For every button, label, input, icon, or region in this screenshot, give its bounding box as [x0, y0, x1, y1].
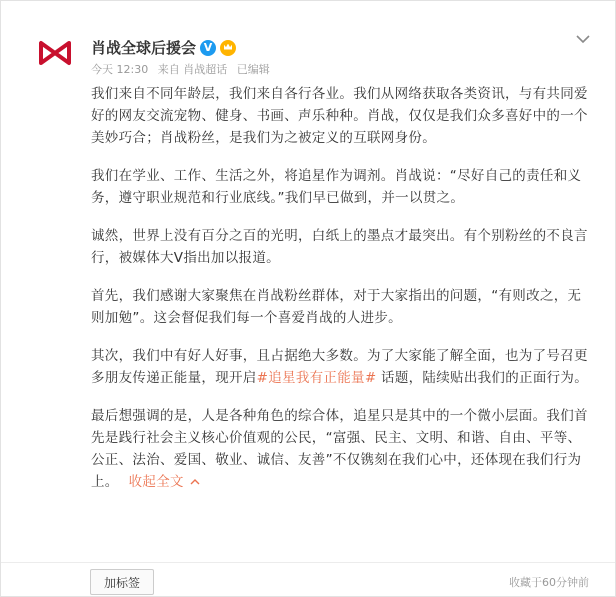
post-paragraph-4: 首先，我们感谢大家聚焦在肖战粉丝群体，对于大家指出的问题，“有则改之，无则加勉”。这会督促我们每一个喜爱肖战的人进步。 [91, 288, 582, 326]
chevron-up-icon [190, 471, 200, 493]
paragraph-6-text: 最后想强调的是，人是各种角色的综合体，追星只是其中的一个微小层面。我们首先是践行社会主义核心价值观的公民，“富强、民主、文明、和谐、自由、平等、公正、法治、爱国、敬业、诚信、友善”不仅镌刻在我们心中，还体现在我们行为上。 [91, 408, 588, 490]
account-header [91, 37, 236, 58]
post-time[interactable]: 今天 12:30 [91, 63, 149, 76]
post-paragraph-5 [91, 345, 591, 389]
chevron-down-icon[interactable] [575, 31, 591, 47]
post-paragraph-1: 我们来自不同年龄层，我们来自各行各业。我们从网络获取各类资讯，与有共同爱好的网友交流宠物、健身、书画、声乐种种。肖战，仅仅是我们众多喜好中的一个美妙巧合；肖战粉丝，是我们为之被定义的互联网身份。 [91, 86, 588, 146]
post-paragraph-2: 我们在学业、工作、生活之外，将追星作为调剂。肖战说：“尽好自己的责任和义务，遵守职业规范和行业底线。”我们早已做到，并一以贯之。 [91, 168, 582, 206]
crown-badge-icon [220, 40, 236, 56]
add-tag-button[interactable]: 加标签 [90, 569, 154, 595]
post-paragraph-3: 诚然，世界上没有百分之百的光明，白纸上的墨点才最突出。有个别粉丝的不良言行，被媒体大V指出加以报道。 [91, 228, 588, 266]
avatar[interactable] [35, 39, 75, 79]
post-paragraph-6 [91, 405, 591, 493]
collapse-label: 收起全文 [128, 474, 184, 490]
account-name[interactable]: 肖战全球后援会 [91, 39, 197, 57]
paragraph-5-text-after: 话题，陆续贴出我们的正面行为。 [376, 370, 589, 386]
verified-v-icon: V [200, 40, 216, 56]
post-source[interactable]: 来自 肖战超话 [157, 63, 228, 76]
footer-divider [1, 562, 615, 563]
xz-logo-icon [35, 39, 75, 69]
post-meta [91, 61, 276, 77]
post-content [91, 83, 591, 493]
favorited-time: 收藏于60分钟前 [509, 576, 589, 589]
collapse-full-text-link[interactable] [129, 474, 200, 490]
edited-label[interactable]: 已编辑 [236, 63, 270, 76]
hashtag-link[interactable]: #追星我有正能量# [256, 370, 377, 386]
paragraph-5-text-before: 其次，我们中有好人好事，且占据绝大多数。为了大家能了解全面，也为了号召更多朋友传递正能量，现开启 [91, 348, 588, 386]
